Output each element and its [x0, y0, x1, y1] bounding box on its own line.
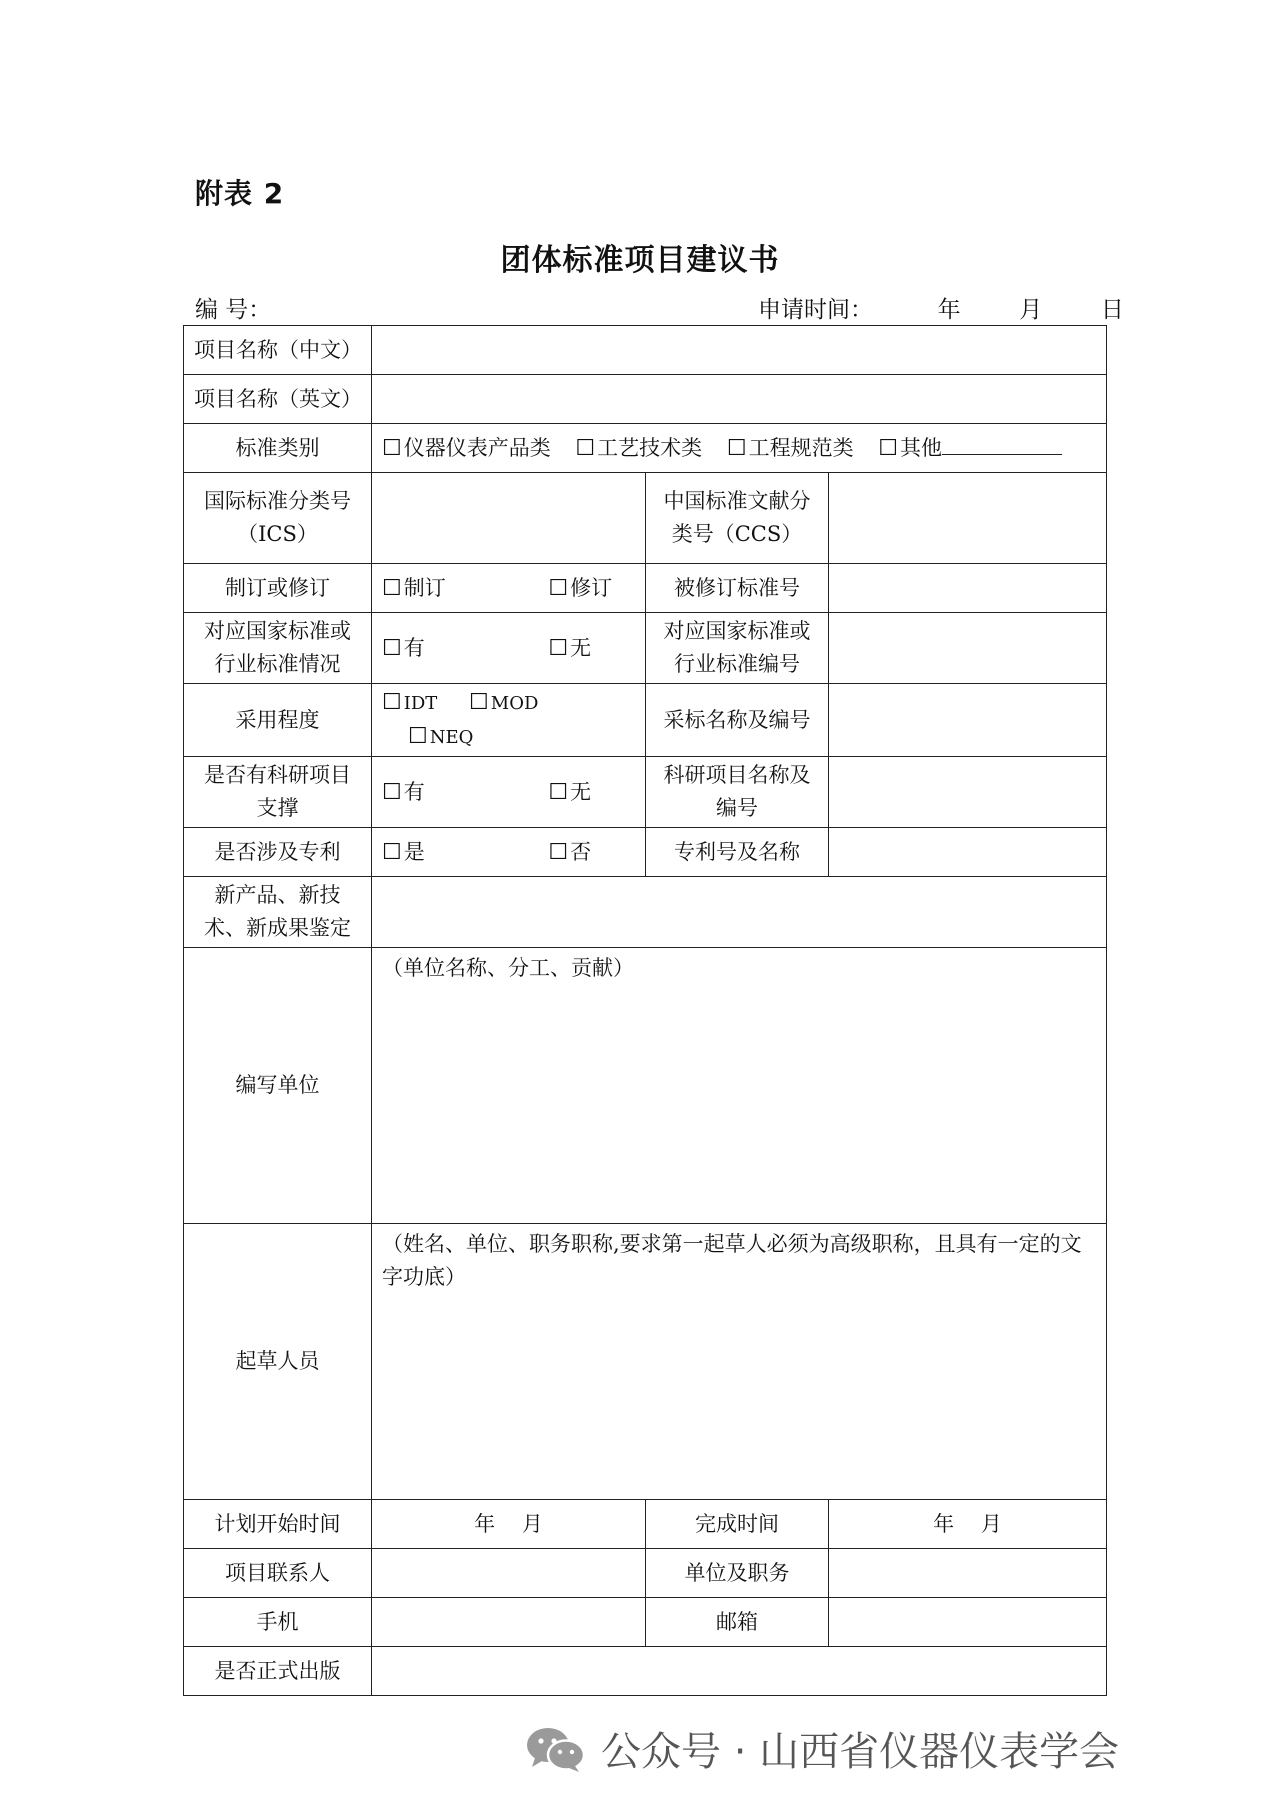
adopt-options	[372, 684, 646, 757]
checkbox-icon: ☐	[878, 435, 898, 461]
drafting-unit-note: （单位名称、分工、贡献）	[382, 956, 634, 980]
option-no[interactable]: ☐无	[548, 779, 592, 805]
category-option-instrument[interactable]: ☐仪器仪表产品类	[382, 435, 551, 461]
form-title: 团体标准项目建议书	[500, 243, 780, 278]
national-options	[372, 613, 646, 684]
completion-field[interactable]: 年 月	[829, 1500, 1107, 1549]
row-publish	[184, 1647, 1107, 1696]
phone-field[interactable]	[372, 1598, 646, 1647]
option-yes[interactable]: ☐有	[382, 779, 425, 805]
appraisal-label: 新产品、新技术、新成果鉴定	[184, 877, 372, 948]
national-label: 对应国家标准或行业标准情况	[184, 613, 372, 684]
option-neq[interactable]: ☐ NEQ	[408, 724, 474, 749]
wechat-icon	[525, 1726, 587, 1772]
research-project-label: 科研项目名称及编号	[646, 757, 829, 828]
option-revise[interactable]: ☐修订	[548, 575, 613, 601]
option-formulate[interactable]: ☐制订	[382, 575, 446, 601]
checkbox-icon: ☐	[382, 435, 402, 461]
drafting-unit-field[interactable]	[372, 948, 1107, 1224]
ics-field[interactable]	[372, 473, 646, 564]
row-appraisal	[184, 877, 1107, 948]
appendix-label: 附表 2	[195, 177, 285, 210]
drafters-note: （姓名、单位、职务职称,要求第一起草人必须为高级职称，且具有一定的文字功底）	[382, 1232, 1082, 1289]
contact-field[interactable]	[372, 1549, 646, 1598]
option-idt[interactable]: ☐ IDT	[382, 690, 438, 715]
checkbox-icon: ☐	[382, 839, 402, 865]
row-adopt	[184, 684, 1107, 757]
number-label: 编 号：	[195, 297, 272, 323]
patent-label: 是否涉及专利	[184, 828, 372, 877]
checkbox-icon: ☐	[382, 779, 402, 805]
row-drafting-unit	[184, 948, 1107, 1224]
completion-label: 完成时间	[646, 1500, 829, 1549]
ccs-label: 中国标准文献分类号（CCS）	[646, 473, 829, 564]
month-label: 月	[1019, 297, 1043, 323]
footer-text: 公众号 · 山西省仪器仪表学会	[601, 1729, 1120, 1775]
row-plan	[184, 1500, 1107, 1549]
name-cn-field[interactable]	[372, 326, 1107, 375]
row-patent	[184, 828, 1107, 877]
contact-label: 项目联系人	[184, 1549, 372, 1598]
plan-start-label: 计划开始时间	[184, 1500, 372, 1549]
appraisal-field[interactable]	[372, 877, 1107, 948]
ccs-field[interactable]	[829, 473, 1107, 564]
checkbox-icon: ☐	[408, 724, 428, 749]
checkbox-icon: ☐	[382, 690, 402, 715]
option-mod[interactable]: ☐ MOD	[469, 690, 539, 715]
checkbox-icon: ☐	[726, 435, 747, 461]
checkbox-icon: ☐	[382, 575, 402, 601]
option-yes[interactable]: ☐有	[382, 635, 425, 661]
patent-options	[372, 828, 646, 877]
checkbox-icon: ☐	[575, 435, 596, 461]
revised-standard-label: 被修订标准号	[646, 564, 829, 613]
category-label: 标准类别	[184, 424, 372, 473]
research-label: 是否有科研项目支撑	[184, 757, 372, 828]
option-yes[interactable]: ☐是	[382, 839, 425, 865]
revise-options	[372, 564, 646, 613]
row-drafters	[184, 1224, 1107, 1500]
row-category	[184, 424, 1107, 473]
day-label: 日	[1100, 297, 1124, 323]
row-phone	[184, 1598, 1107, 1647]
publish-label: 是否正式出版	[184, 1647, 372, 1696]
checkbox-icon: ☐	[548, 635, 569, 661]
row-ics	[184, 473, 1107, 564]
email-label: 邮箱	[646, 1598, 829, 1647]
national-number-field[interactable]	[829, 613, 1107, 684]
checkbox-icon: ☐	[382, 635, 402, 661]
other-blank-line[interactable]	[942, 436, 1062, 455]
unit-position-label: 单位及职务	[646, 1549, 829, 1598]
option-no[interactable]: ☐否	[548, 839, 592, 865]
checkbox-icon: ☐	[469, 690, 489, 715]
category-option-process[interactable]: ☐工艺技术类	[575, 435, 703, 461]
row-name-en	[184, 375, 1107, 424]
patent-number-label: 专利号及名称	[646, 828, 829, 877]
adopt-name-label: 采标名称及编号	[646, 684, 829, 757]
name-en-label: 项目名称（英文）	[184, 375, 372, 424]
apply-time	[758, 291, 1124, 324]
patent-number-field[interactable]	[829, 828, 1107, 877]
row-research	[184, 757, 1107, 828]
row-revise	[184, 564, 1107, 613]
email-field[interactable]	[829, 1598, 1107, 1647]
checkbox-icon: ☐	[548, 779, 569, 805]
phone-label: 手机	[184, 1598, 372, 1647]
checkbox-icon: ☐	[548, 839, 569, 865]
year-label: 年	[937, 297, 961, 323]
name-en-field[interactable]	[372, 375, 1107, 424]
option-no[interactable]: ☐无	[548, 635, 592, 661]
plan-start-field[interactable]: 年 月	[372, 1500, 646, 1549]
name-cn-label: 项目名称（中文）	[184, 326, 372, 375]
revise-label: 制订或修订	[184, 564, 372, 613]
category-option-engineering[interactable]: ☐工程规范类	[726, 435, 854, 461]
research-options	[372, 757, 646, 828]
checkbox-icon: ☐	[548, 575, 569, 601]
footer-watermark	[525, 1720, 1119, 1777]
adopt-name-field[interactable]	[829, 684, 1107, 757]
proposal-form-table	[183, 325, 1107, 1696]
national-number-label: 对应国家标准或行业标准编号	[646, 613, 829, 684]
unit-position-field[interactable]	[829, 1549, 1107, 1598]
revised-standard-field[interactable]	[829, 564, 1107, 613]
drafters-field[interactable]	[372, 1224, 1107, 1500]
drafting-unit-label: 编写单位	[184, 948, 372, 1224]
apply-time-label: 申请时间：	[758, 297, 873, 323]
category-option-other[interactable]: ☐其他	[878, 432, 1062, 465]
row-national	[184, 613, 1107, 684]
drafters-label: 起草人员	[184, 1224, 372, 1500]
ics-label: 国际标准分类号（ICS）	[184, 473, 372, 564]
row-contact	[184, 1549, 1107, 1598]
row-name-cn	[184, 326, 1107, 375]
adopt-label: 采用程度	[184, 684, 372, 757]
category-options	[372, 424, 1107, 473]
publish-field[interactable]	[372, 1647, 1107, 1696]
research-project-field[interactable]	[829, 757, 1107, 828]
